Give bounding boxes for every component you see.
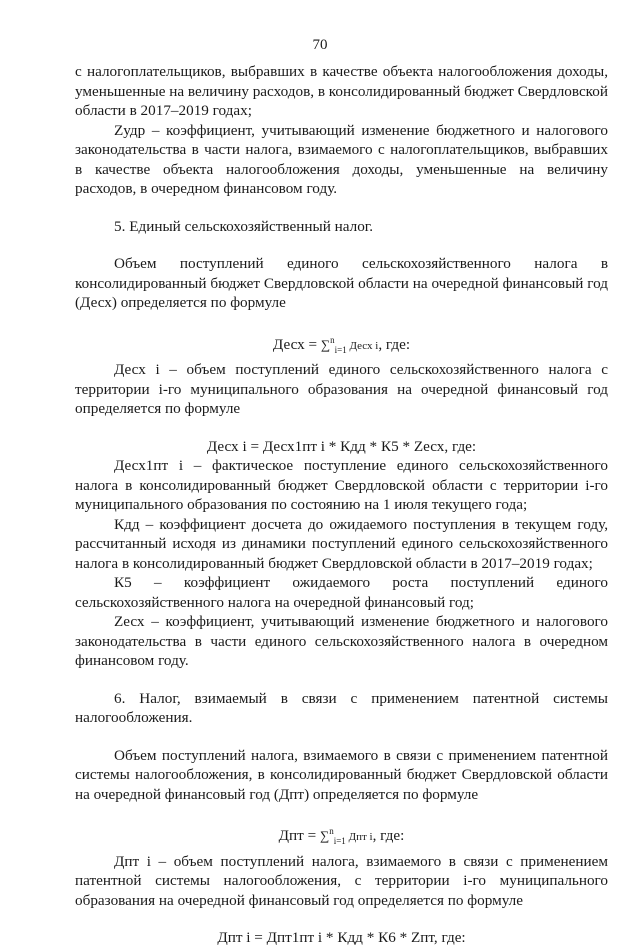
paragraph-kdd: Кдд – коэффициент досчета до ожидаемого поступления в текущем году, рассчитанный исходя из динамики поступлений единого сельскохозяйственного налога в консолидированный бюджет Свердловской области в 2017–2019 годах; [75, 515, 608, 572]
formula-lhs: Дпт = [278, 827, 320, 845]
section-heading-5: 5. Единый сельскохозяйственный налог. [114, 217, 374, 235]
page-number: 70 [312, 37, 328, 53]
paragraph-dpt-intro: Объем поступлений налога, взимаемого в связи с применением патентной системы налогообложения, в консолидированный бюджет Свердловской области на очередной финансовый год (Дпт) определяется по формуле [75, 746, 608, 803]
paragraph-dpt-i: Дпт i – объем поступлений налога, взимаемого в связи с применением патентной системы налогообложения, с территории i-го муниципального образования на очередной финансовый год определяется по формуле [75, 852, 608, 909]
section-heading-6: 6. Налог, взимаемый в связи с применением патентной системы налогообложения. [75, 689, 608, 727]
paragraph-zudr: Zудр – коэффициент, учитывающий изменение бюджетного и налогового законодательства в части налога, взимаемого с налогоплательщиков, выбравших в качестве объекта налогообложения доходы, уменьшенные на величину расходов, в очередном финансовом году. [75, 121, 608, 197]
sum-lower: i=1 [333, 836, 346, 847]
formula-tail: , где: [378, 335, 411, 353]
paragraph-desh1pt: Десх1пт i – фактическое поступление единого сельскохозяйственного налога в консолидированный бюджет Свердловской области с территории i-го муниципального образования по состоянию на 1 июля текущего года; [75, 457, 608, 514]
formula-tail: , где: [372, 827, 405, 845]
formula-term: Дпт i [345, 831, 373, 844]
sum-upper: n [329, 826, 334, 837]
formula-lhs: Десх = [272, 335, 321, 353]
document-body [75, 62, 608, 948]
paragraph-k5: К5 – коэффициент ожидаемого роста поступлений единого сельскохозяйственного налога на очередной финансовый год; [75, 574, 608, 611]
formula-desh-i: Десх i = Десх1пт i * Кдд * К5 * Zесх, где: [206, 437, 477, 455]
formula-term: Десх i [346, 339, 379, 352]
formula-dpt-i: Дпт i = Дпт1пт i * Кдд * К6 * Zпт, где: [217, 929, 466, 947]
sum-symbol: ∑ [319, 828, 330, 844]
sum-upper: n [330, 334, 335, 345]
formula-dpt [75, 822, 608, 852]
formula-desh [75, 331, 608, 361]
paragraph-zesh: Zесх – коэффициент, учитывающий изменение бюджетного и налогового законодательства в части единого сельскохозяйственного налога в очередном финансовом году. [75, 613, 608, 670]
sum-lower: i=1 [334, 344, 347, 355]
paragraph-continuation: с налогоплательщиков, выбравших в качестве объекта налогообложения доходы, уменьшенные на величину расходов, в консолидированный бюджет Свердловской области в 2017–2019 годах; [75, 63, 609, 119]
paragraph-desh-intro: Объем поступлений единого сельскохозяйственного налога в консолидированный бюджет Свердловской области на очередной финансовый год (Десх) определяется по формуле [75, 255, 608, 311]
sum-symbol: ∑ [320, 336, 331, 352]
paragraph-desh-i: Десх i – объем поступлений единого сельскохозяйственного налога с территории i-го муниципального образования на очередной финансовый год определяется по формуле [75, 361, 608, 418]
